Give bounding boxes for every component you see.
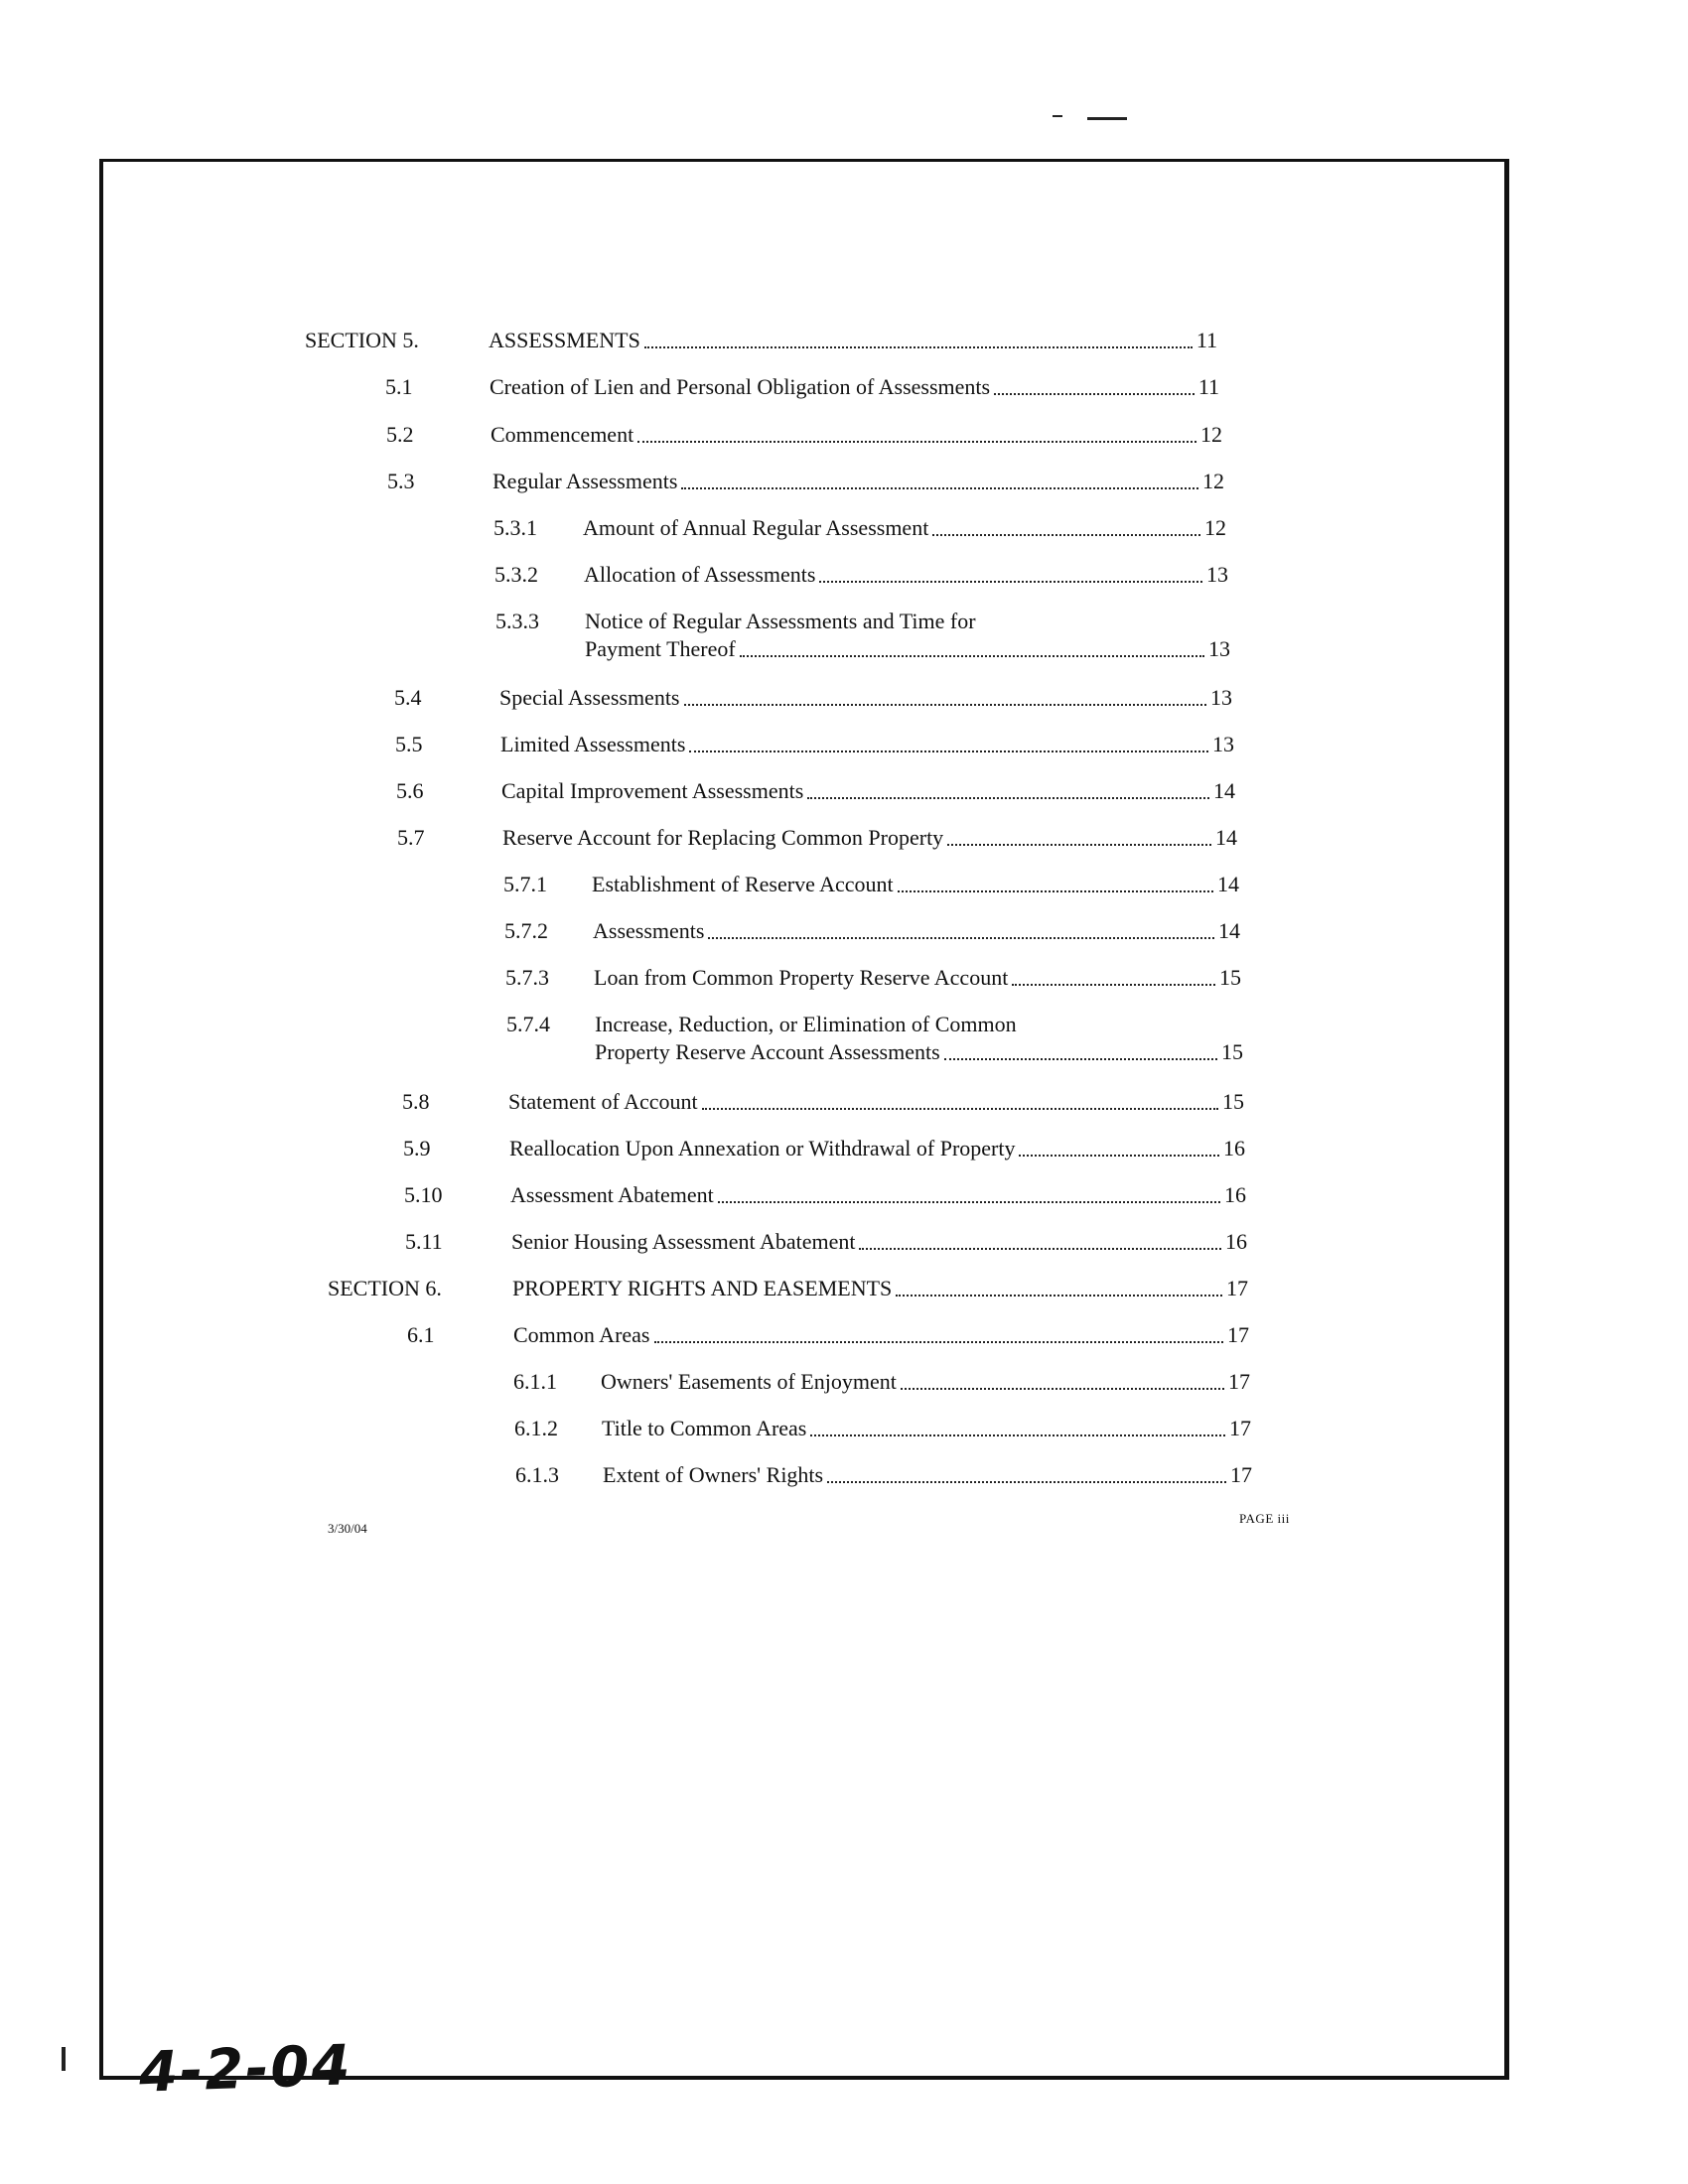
toc-entry [0,1460,1688,1504]
toc-entry [0,776,1688,820]
toc-entry-page: 16 [1223,1136,1245,1160]
toc-entry-page: 13 [1212,732,1234,756]
toc-entry-page: 14 [1217,872,1239,896]
dot-leader [901,1388,1224,1390]
toc-entry-title: Amount of Annual Regular Assessment [583,515,929,540]
toc-entry-title: Establishment of Reserve Account [592,872,894,896]
dot-leader [708,937,1214,939]
toc-entry-title: Title to Common Areas [602,1416,807,1440]
scan-mark [1053,115,1062,117]
footer-page-number: PAGE iii [1239,1511,1290,1526]
toc-entry [0,870,1688,913]
toc-entry-number: 5.10 [404,1182,443,1207]
toc-entry-number: 5.5 [395,732,423,756]
toc-entry-number: 5.3.3 [495,609,539,633]
dot-leader [1019,1155,1219,1157]
toc-entry-title: Loan from Common Property Reserve Account [594,965,1009,990]
footer-date: 3/30/04 [328,1521,367,1536]
toc-entry-title: Commencement [491,422,634,447]
toc-entry-page: 15 [1221,1039,1243,1064]
toc-entry-page: 17 [1229,1416,1251,1440]
toc-entry [0,1227,1688,1271]
toc-entry [0,963,1688,1007]
toc-entry-page: 15 [1222,1089,1244,1114]
toc-entry [0,607,1688,670]
dot-leader [859,1248,1221,1250]
toc-entry [0,1320,1688,1364]
toc-entry-title: Special Assessments [499,685,680,710]
toc-entry-number: 5.3 [387,469,415,493]
dot-leader [994,393,1195,395]
toc-entry-number: 5.4 [394,685,422,710]
toc-entry-title: Reallocation Upon Annexation or Withdrawal of Property [509,1136,1016,1160]
dot-leader [944,1058,1217,1060]
scan-mark [1087,117,1127,120]
toc-entry-page: 17 [1226,1276,1248,1300]
toc-entry [0,372,1688,416]
toc-entry-number: 6.1.3 [515,1462,559,1487]
toc-entry-page: 11 [1197,374,1219,399]
dot-leader [689,751,1208,752]
toc-entry-page: 15 [1219,965,1241,990]
toc-entry-number: 5.6 [396,778,424,803]
toc-entry-title: Statement of Account [508,1089,698,1114]
dot-leader [947,844,1211,846]
toc-entry-title: ASSESSMENTS [489,328,640,352]
toc-entry-title: Allocation of Assessments [584,562,816,587]
toc-entry-title: Limited Assessments [500,732,686,756]
toc-entry-page: 12 [1204,515,1226,540]
dot-leader [718,1201,1220,1203]
toc-entry-number: SECTION 5. [305,328,419,352]
toc-entry-page: 14 [1213,778,1235,803]
toc-entry-title: Capital Improvement Assessments [501,778,804,803]
toc-entry [0,1274,1688,1317]
dot-leader [681,487,1198,489]
toc-entry-number: 5.7 [397,825,425,850]
dot-leader [654,1341,1224,1343]
toc-entry-page: 11 [1196,328,1217,352]
toc-entry-title: Reserve Account for Replacing Common Property [502,825,944,850]
dot-leader [644,346,1193,348]
dot-leader [896,1295,1222,1297]
toc-entry-page: 17 [1228,1369,1250,1394]
toc-entry [0,916,1688,960]
toc-entry-number: 5.3.1 [493,515,537,540]
toc-entry-title: Creation of Lien and Personal Obligation of Assessments [490,374,991,399]
toc-entry-page: 13 [1210,685,1232,710]
toc-entry-page: 13 [1208,636,1230,661]
toc-entry [0,467,1688,510]
toc-entry-title: Common Areas [513,1322,650,1347]
toc-entry-page: 14 [1218,918,1240,943]
toc-entry-number: 6.1.2 [514,1416,558,1440]
toc-entry-title: Owners' Easements of Enjoyment [601,1369,897,1394]
toc-entry-title-continued: Payment Thereof [585,636,736,661]
toc-entry-number: 6.1 [407,1322,435,1347]
toc-entry-number: 5.11 [405,1229,443,1254]
dot-leader [637,441,1196,443]
toc-entry-number: 5.1 [385,374,413,399]
toc-entry-page: 16 [1224,1182,1246,1207]
toc-entry-number: 6.1.1 [513,1369,557,1394]
toc-entry-title: Increase, Reduction, or Elimination of Common [595,1012,1017,1036]
dot-leader [740,655,1204,657]
handwritten-date: 4-2-04 [137,2033,353,2106]
toc-entry-number: 5.2 [386,422,414,447]
dot-leader [898,890,1213,892]
toc-entry [0,1414,1688,1457]
toc-entry [0,326,1688,369]
toc-entry-title-continued: Property Reserve Account Assessments [595,1039,940,1064]
dot-leader [807,797,1209,799]
toc-entry-number: 5.3.2 [494,562,538,587]
toc-entry-title: Notice of Regular Assessments and Time for [585,609,976,633]
toc-entry-page: 17 [1227,1322,1249,1347]
toc-entry-title: Senior Housing Assessment Abatement [511,1229,856,1254]
toc-entry-page: 12 [1200,422,1222,447]
toc-entry-title: Assessments [593,918,705,943]
dot-leader [1012,984,1215,986]
toc-entry-number: 5.7.2 [504,918,548,943]
toc-entry-page: 14 [1215,825,1237,850]
toc-entry [0,420,1688,464]
toc-entry [0,1180,1688,1224]
toc-entry [0,1367,1688,1411]
dot-leader [810,1434,1225,1436]
toc-entry-number: SECTION 6. [328,1276,442,1300]
dot-leader [819,581,1202,583]
dot-leader [827,1481,1226,1483]
toc-entry-number: 5.8 [402,1089,430,1114]
toc-entry [0,823,1688,867]
toc-entry [0,1010,1688,1073]
toc-entry-number: 5.7.3 [505,965,549,990]
dot-leader [702,1108,1218,1110]
toc-entry-number: 5.7.4 [506,1012,550,1036]
scan-mark [62,2047,66,2071]
toc-entry [0,560,1688,604]
toc-entry-page: 12 [1202,469,1224,493]
toc-entry [0,1087,1688,1131]
toc-entry-title: Extent of Owners' Rights [603,1462,824,1487]
toc-entry-page: 16 [1225,1229,1247,1254]
toc-entry-number: 5.9 [403,1136,431,1160]
toc-entry-page: 13 [1206,562,1228,587]
toc-entry-page: 17 [1230,1462,1252,1487]
toc-entry [0,683,1688,727]
toc-entry [0,730,1688,773]
toc-entry-title: Assessment Abatement [510,1182,714,1207]
toc-entry-number: 5.7.1 [503,872,547,896]
toc-entry-title: PROPERTY RIGHTS AND EASEMENTS [512,1276,893,1300]
toc-entry [0,1134,1688,1177]
toc-entry [0,513,1688,557]
toc-entry-title: Regular Assessments [492,469,678,493]
dot-leader [684,704,1207,706]
dot-leader [932,534,1200,536]
